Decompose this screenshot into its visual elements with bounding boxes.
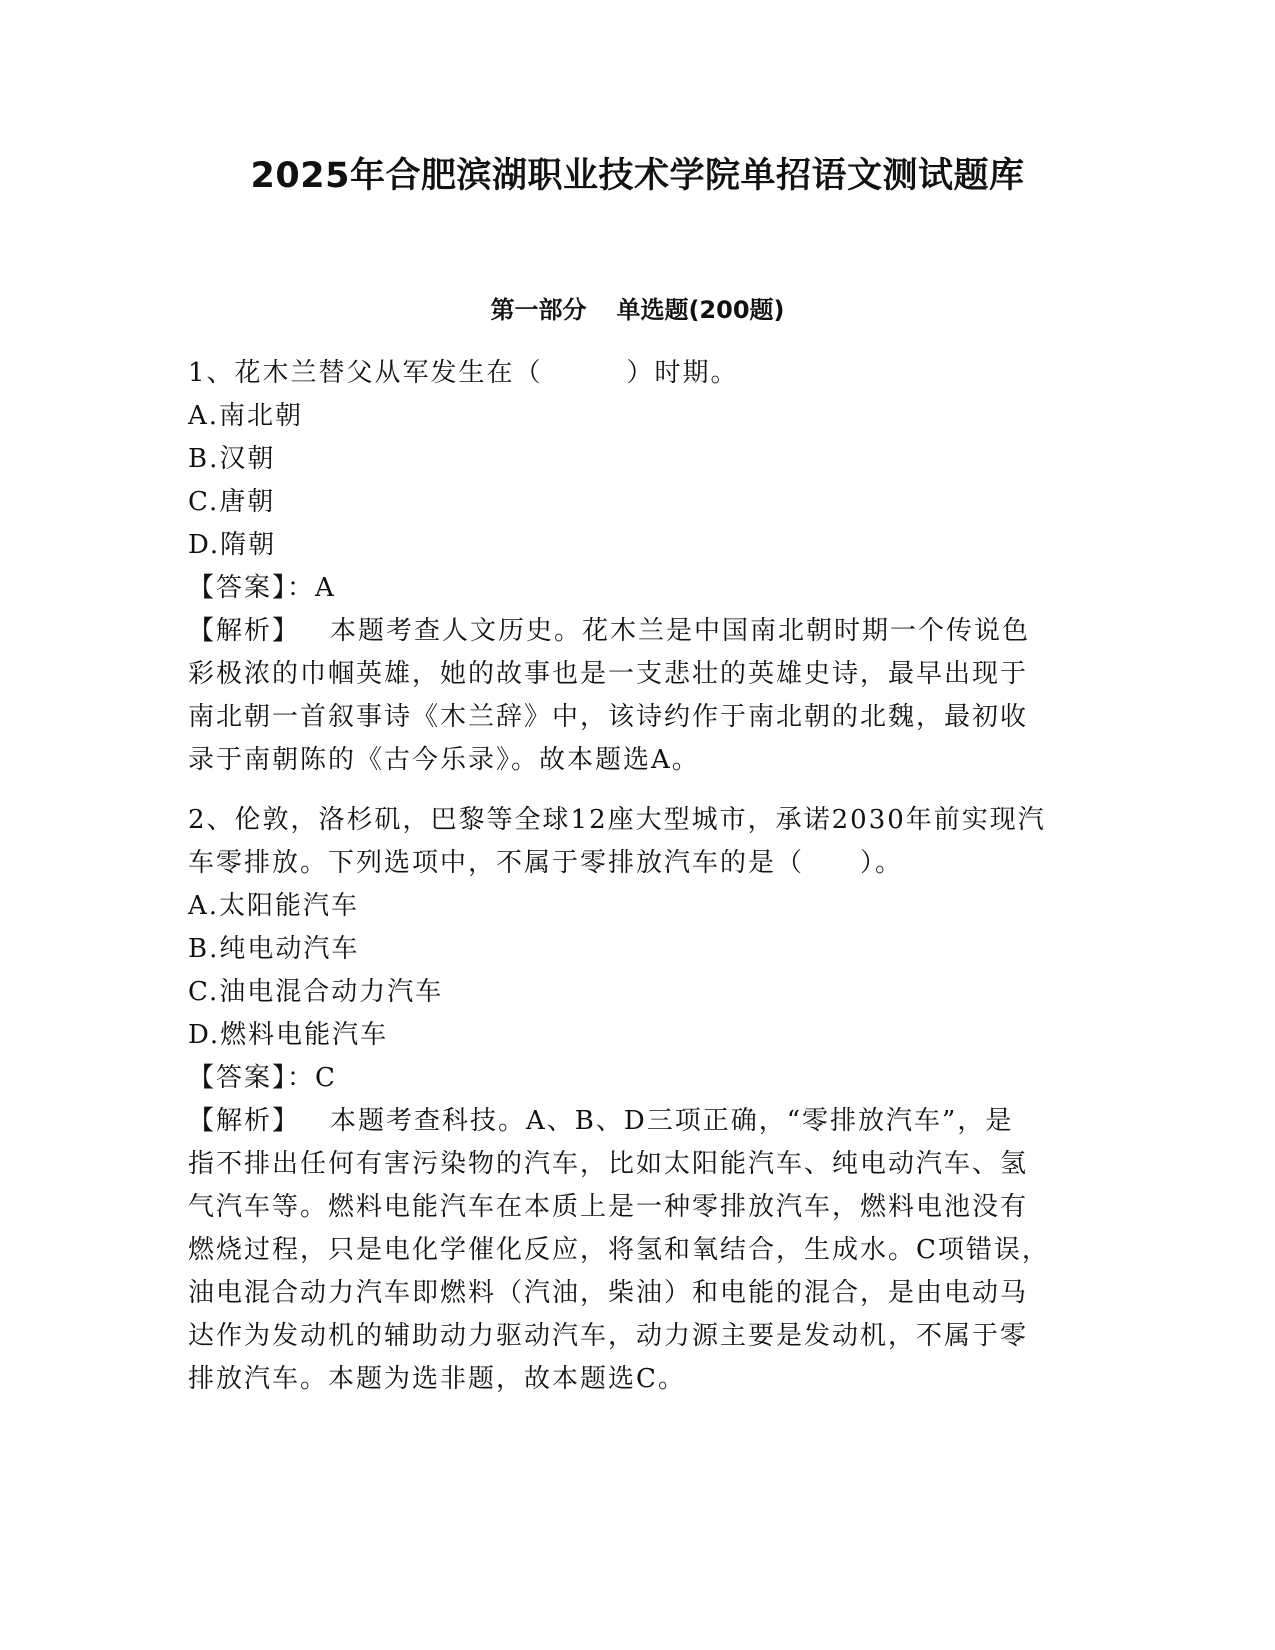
question-stem-line: 车零排放。下列选项中，不属于零排放汽车的是（ ）。 — [188, 848, 904, 878]
answer-label: 【答案】： — [188, 1063, 316, 1093]
option-c: C.唐朝 — [188, 487, 276, 517]
answer-line — [188, 1057, 1068, 1100]
question-2 — [188, 799, 1068, 1401]
analysis-label: 【解析】 — [188, 1106, 301, 1136]
answer-line — [188, 567, 1068, 610]
section-part-label: 第一部分 — [490, 296, 587, 324]
analysis-line: 达作为发动机的辅助动力驱动汽车，动力源主要是发动机，不属于零 — [188, 1321, 1029, 1351]
option-a: A.太阳能汽车 — [188, 891, 360, 921]
option-d: D.隋朝 — [188, 530, 277, 560]
analysis-line: 油电混合动力汽车即燃料（汽油，柴油）和电能的混合，是由电动马 — [188, 1278, 1029, 1308]
option-c: C.油电混合动力汽车 — [188, 977, 444, 1007]
section-title — [0, 290, 1275, 325]
analysis-text: 本题考查科技。A、B、D三项正确，“零排放汽车”，是 — [330, 1106, 1014, 1136]
answer-value: C — [315, 1063, 337, 1093]
question-list — [188, 352, 1068, 1401]
analysis-line — [188, 1100, 1068, 1143]
section-name-label: 单选题(200题) — [616, 296, 785, 324]
analysis-line — [188, 610, 1068, 653]
analysis-line: 彩极浓的巾帼英雄，她的故事也是一支悲壮的英雄史诗，最早出现于 — [188, 659, 1029, 689]
option-b: B.汉朝 — [188, 444, 276, 474]
question-1 — [188, 352, 1068, 782]
analysis-line: 录于南朝陈的《古今乐录》。故本题选A。 — [188, 745, 700, 775]
analysis-line: 排放汽车。本题为选非题，故本题选C。 — [188, 1364, 686, 1394]
analysis-text: 本题考查人文历史。花木兰是中国南北朝时期一个传说色 — [330, 616, 1031, 646]
option-d: D.燃料电能汽车 — [188, 1020, 389, 1050]
analysis-line: 南北朝一首叙事诗《木兰辞》中，该诗约作于南北朝的北魏，最初收 — [188, 702, 1029, 732]
answer-value: A — [315, 573, 336, 603]
analysis-line: 气汽车等。燃料电能汽车在本质上是一种零排放汽车，燃料电池没有 — [188, 1192, 1029, 1222]
question-stem-line: 2、伦敦，洛杉矶，巴黎等全球12座大型城市，承诺2030年前实现汽 — [188, 805, 1046, 835]
analysis-line: 燃烧过程，只是电化学催化反应，将氢和氧结合，生成水。C项错误， — [188, 1235, 1050, 1265]
answer-label: 【答案】： — [188, 573, 316, 603]
analysis-line: 指不排出任何有害污染物的汽车，比如太阳能汽车、纯电动汽车、氢 — [188, 1149, 1029, 1179]
document-title: 2025年合肥滨湖职业技术学院单招语文测试题库 — [250, 156, 1025, 196]
option-b: B.纯电动汽车 — [188, 934, 360, 964]
option-a: A.南北朝 — [188, 401, 304, 431]
question-stem-line: 1、花木兰替父从军发生在（ ）时期。 — [188, 358, 739, 388]
analysis-label: 【解析】 — [188, 616, 301, 646]
